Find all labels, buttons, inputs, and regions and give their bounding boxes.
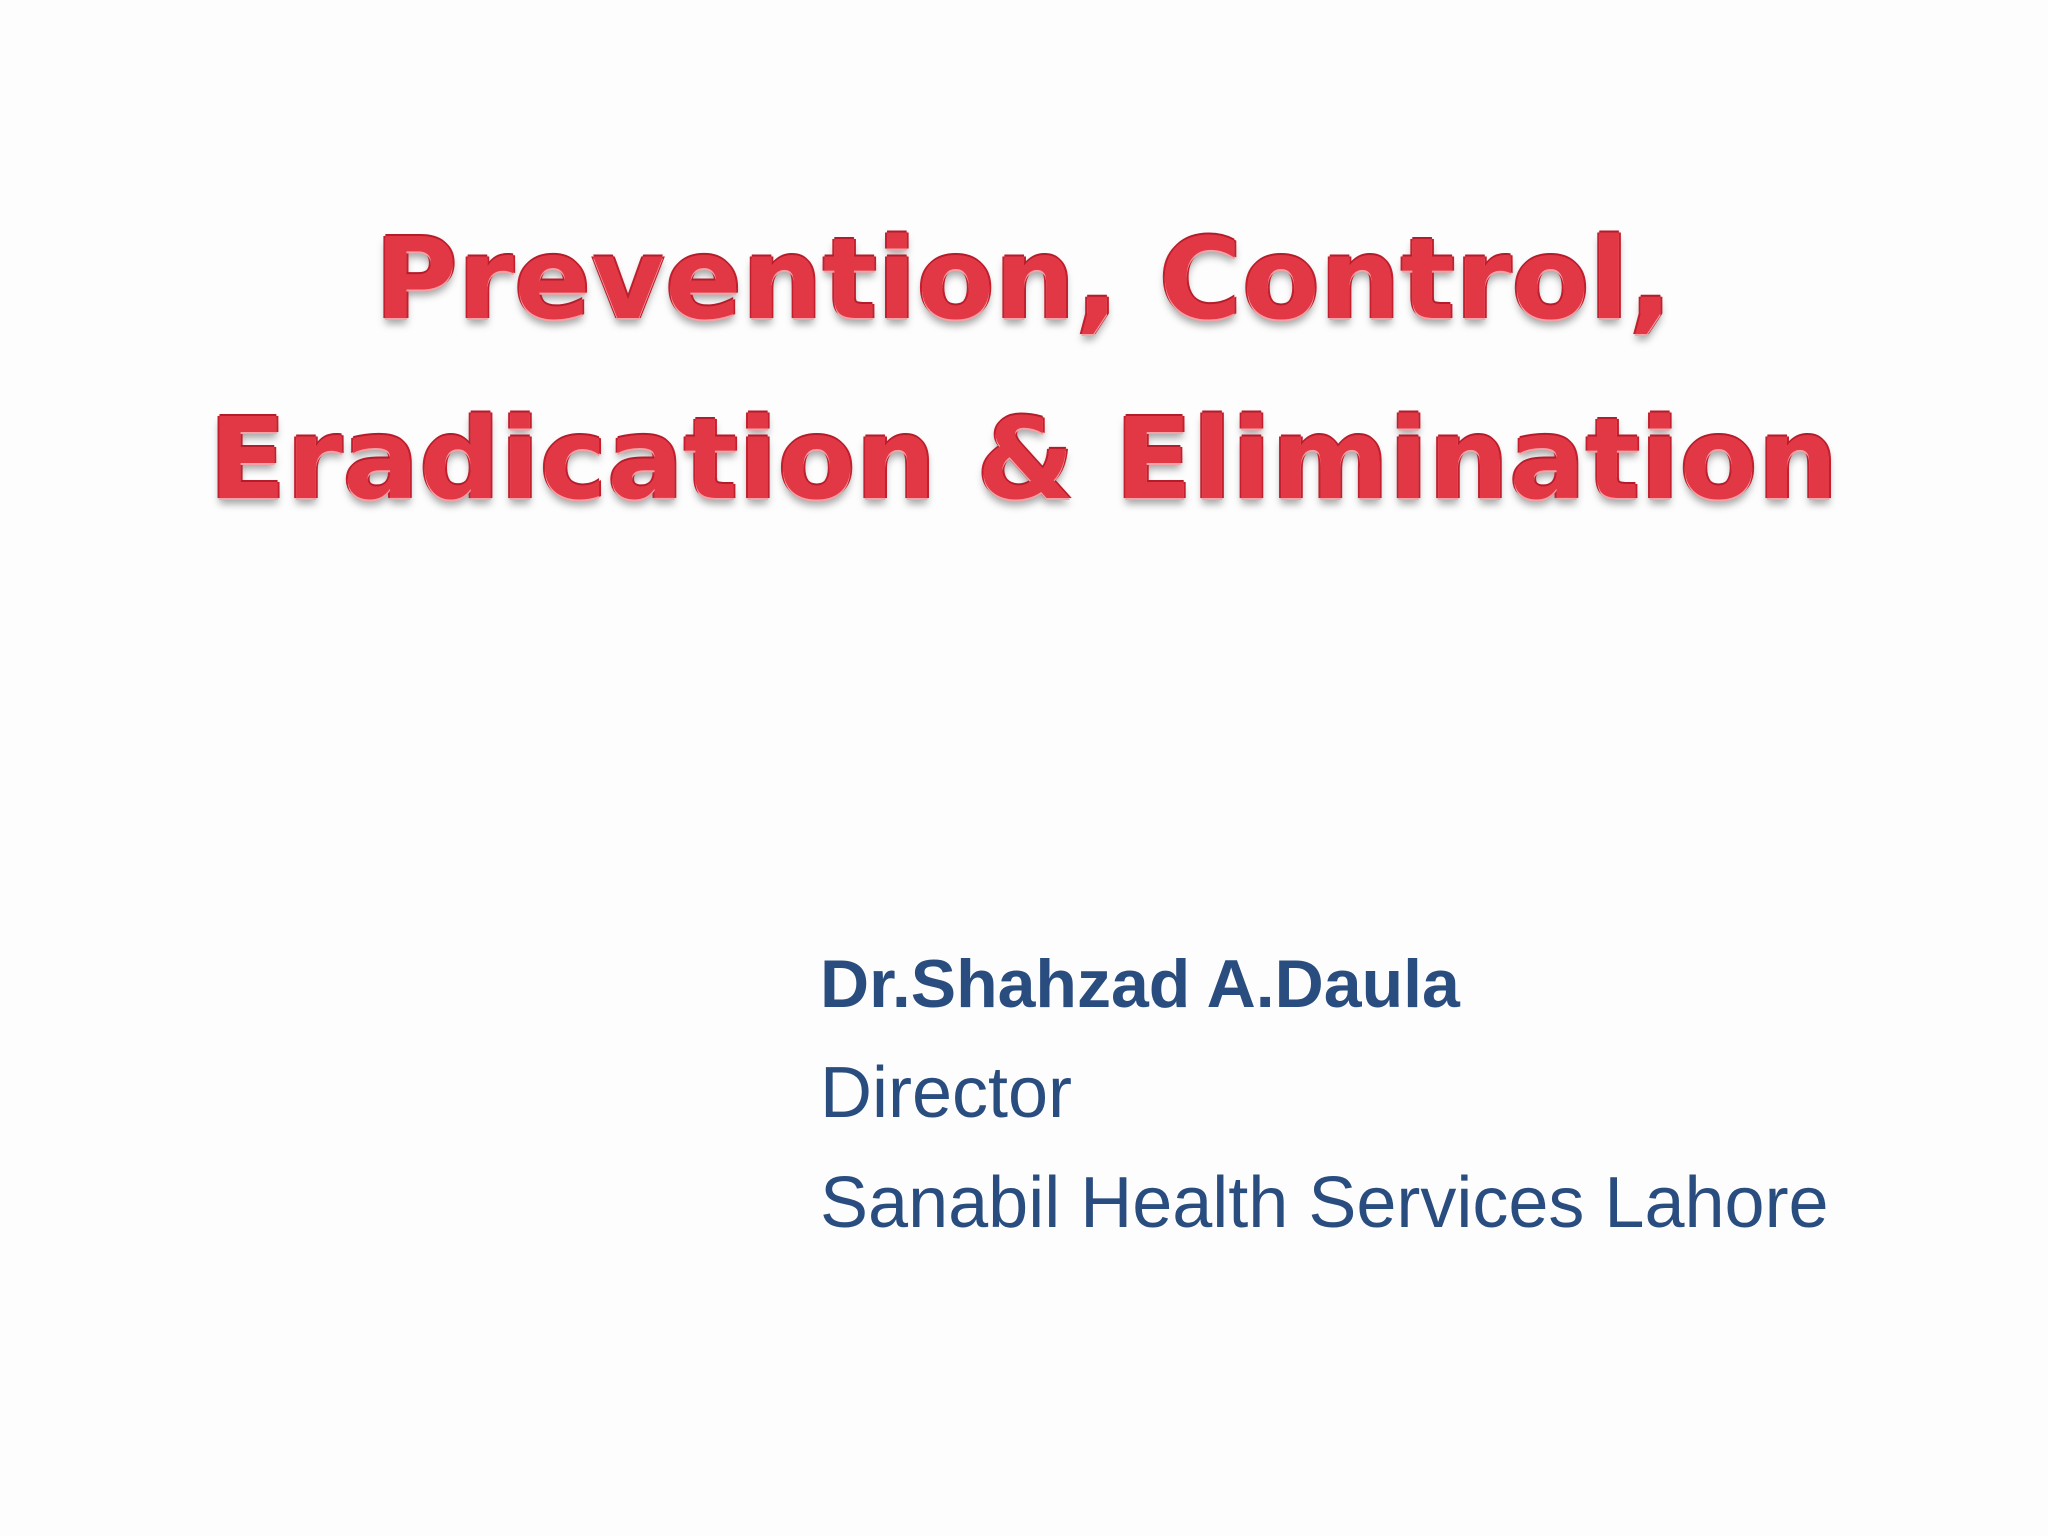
presenter-block <box>820 930 1829 1258</box>
presenter-role: Director <box>820 1053 1073 1133</box>
title-line-2: Eradication & Elimination <box>209 395 1839 525</box>
slide-title <box>0 190 2048 550</box>
title-line-1: Prevention, Control, <box>375 215 1673 345</box>
presenter-name: Dr.Shahzad A.Daula <box>820 946 1460 1022</box>
presenter-organization: Sanabil Health Services Lahore <box>820 1163 1829 1243</box>
